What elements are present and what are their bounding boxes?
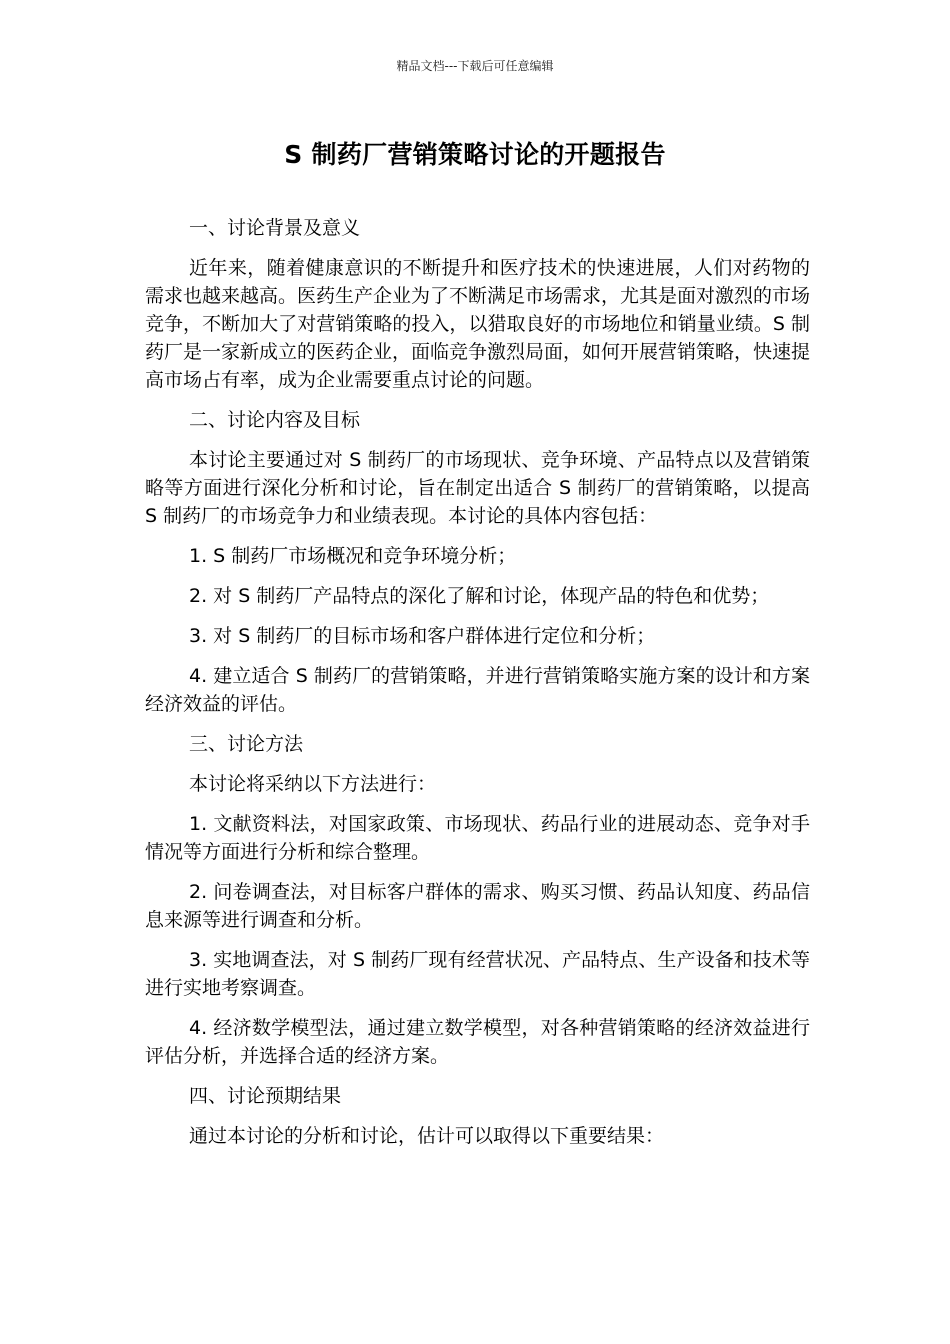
paragraph-methods-intro: 本讨论将采纳以下方法进行： bbox=[189, 773, 437, 795]
list-item: 3. 实地调查法，对 S 制药厂现有经营状况、产品特点、生产设备和技术等进行实地考察调查。 bbox=[145, 949, 810, 999]
list-item: 1. S 制药厂市场概况和竞争环境分析； bbox=[189, 545, 517, 567]
section-heading-content: 二、讨论内容及目标 bbox=[189, 409, 361, 431]
list-item: 2. 问卷调查法，对目标客户群体的需求、购买习惯、药品认知度、药品信息来源等进行调查和分析。 bbox=[145, 881, 810, 931]
list-item: 3. 对 S 制药厂的目标市场和客户群体进行定位和分析； bbox=[189, 625, 656, 647]
paragraph-results-intro: 通过本讨论的分析和讨论，估计可以取得以下重要结果： bbox=[189, 1125, 665, 1147]
paragraph-background: 近年来，随着健康意识的不断提升和医疗技术的快速进展，人们对药物的需求也越来越高。医药生产企业为了不断满足市场需求，尤其是面对激烈的市场竞争，不断加大了对营销策略的投入，以猎取良好的市场地位和销量业绩。S 制药厂是一家新成立的医药企业，面临竞争激烈局面，如何开展营销策略，快速提高市场占有率，成为企业需要重点讨论的问题。 bbox=[145, 257, 811, 391]
header-note: 精品文档---下载后可任意编辑 bbox=[396, 59, 554, 73]
paragraph-content-intro: 本讨论主要通过对 S 制药厂的市场现状、竞争环境、产品特点以及营销策略等方面进行深化分析和讨论，旨在制定出适合 S 制药厂的营销策略，以提高 S 制药厂的市场竞争力和业绩表现。本讨论的具体内容包括： bbox=[145, 449, 810, 527]
list-item: 2. 对 S 制药厂产品特点的深化了解和讨论，体现产品的特色和优势； bbox=[189, 585, 770, 607]
section-heading-results: 四、讨论预期结果 bbox=[189, 1085, 342, 1107]
section-heading-background: 一、讨论背景及意义 bbox=[189, 217, 361, 239]
list-item: 4. 经济数学模型法，通过建立数学模型，对各种营销策略的经济效益进行评估分析，并选择合适的经济方案。 bbox=[145, 1017, 810, 1067]
section-heading-methods: 三、讨论方法 bbox=[189, 733, 304, 755]
document-title: S 制药厂营销策略讨论的开题报告 bbox=[284, 140, 666, 169]
list-item: 1. 文献资料法，对国家政策、市场现状、药品行业的进展动态、竞争对手情况等方面进行分析和综合整理。 bbox=[145, 813, 810, 863]
document-body bbox=[145, 214, 810, 1162]
list-item: 4. 建立适合 S 制药厂的营销策略，并进行营销策略实施方案的设计和方案经济效益的评估。 bbox=[145, 665, 810, 715]
